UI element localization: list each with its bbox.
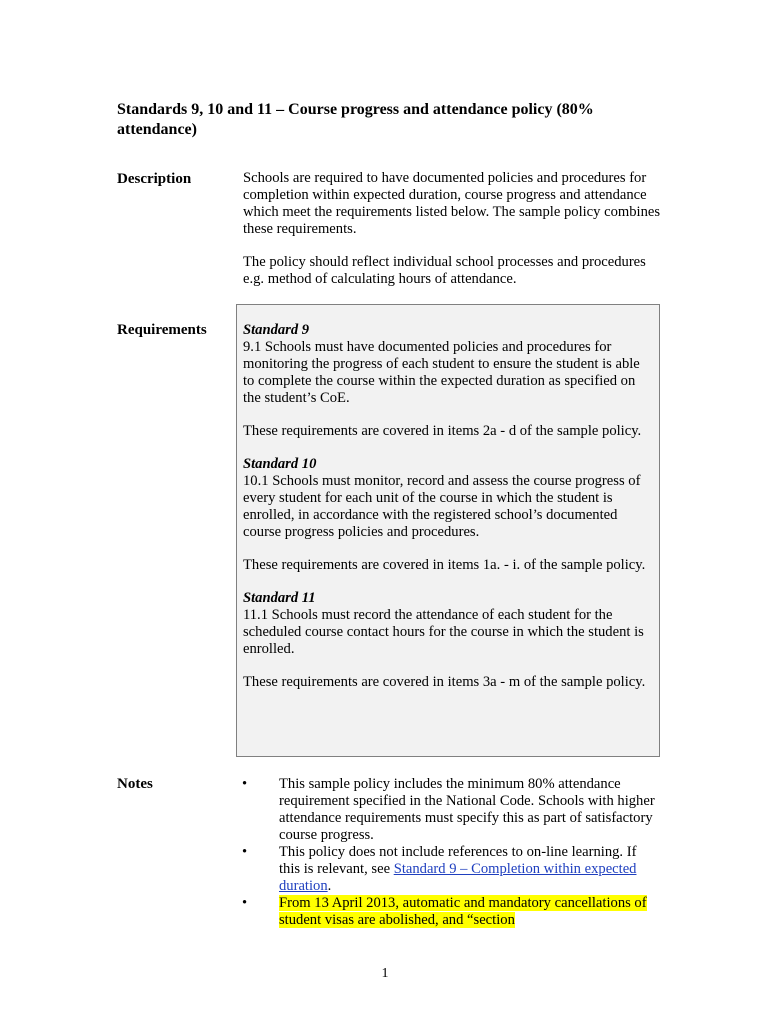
document-title: Standards 9, 10 and 11 – Course progress and attendance policy (80% attendance) bbox=[117, 101, 594, 138]
bullet-icon: • bbox=[242, 776, 248, 792]
list-item bbox=[236, 844, 656, 895]
description-paragraph: The policy should reflect individual school processes and procedures e.g. method of calculating hours of attendance. bbox=[243, 254, 646, 287]
highlighted-text: From 13 April 2013, automatic and mandatory cancellations of student visas are abolished, and “section bbox=[279, 895, 647, 928]
bullet-icon: • bbox=[242, 844, 248, 860]
notes-label: Notes bbox=[117, 776, 153, 792]
standard-9-block bbox=[243, 322, 653, 407]
standard-9-text: 9.1 Schools must have documented policies and procedures for monitoring the progress of each student to ensure the student is able to complete the course within the expected duration as specified on the student’s CoE. bbox=[243, 339, 640, 406]
standard-9-coverage: These requirements are covered in items 2a - d of the sample policy. bbox=[243, 423, 642, 439]
note-text bbox=[279, 895, 656, 929]
standard-11-heading: Standard 11 bbox=[243, 590, 316, 606]
note-text-suffix: . bbox=[327, 878, 332, 894]
requirements-label: Requirements bbox=[117, 322, 207, 338]
standard-10-block bbox=[243, 456, 653, 541]
standard-10-text: 10.1 Schools must monitor, record and assess the course progress of every student for each unit of the course in which the student is enrolled, in accordance with the registered school’s documented course progress policies and procedures. bbox=[243, 473, 641, 540]
note-text bbox=[279, 844, 656, 895]
page-number: 1 bbox=[381, 966, 389, 981]
note-text-prefix: This policy does not include references to on-line learning. If this is relevant, see bbox=[279, 844, 637, 877]
requirements-box bbox=[236, 304, 660, 757]
description-label: Description bbox=[117, 171, 192, 187]
standard-11-text: 11.1 Schools must record the attendance of each student for the scheduled course contact hours for the course in which the student is enrolled. bbox=[243, 607, 644, 657]
bullet-icon: • bbox=[242, 895, 248, 911]
note-text: This sample policy includes the minimum 80% attendance requirement specified in the National Code. Schools with higher attendance requirements must specify this as part of satisfactory course progress. bbox=[279, 776, 655, 843]
standard-10-heading: Standard 10 bbox=[243, 456, 317, 472]
list-item bbox=[236, 895, 656, 929]
standard-9-heading: Standard 9 bbox=[243, 322, 310, 338]
standard-10-coverage: These requirements are covered in items 1a. - i. of the sample policy. bbox=[243, 557, 646, 573]
standard-9-link[interactable]: Standard 9 – Completion within expected duration bbox=[279, 861, 637, 894]
notes-list bbox=[236, 776, 656, 929]
list-item bbox=[236, 776, 656, 844]
description-body bbox=[243, 170, 663, 304]
standard-11-coverage: These requirements are covered in items 3a - m of the sample policy. bbox=[243, 674, 646, 690]
description-paragraph: Schools are required to have documented policies and procedures for completion within expected duration, course progress and attendance which meet the requirements listed below. The sample policy combines these requirements. bbox=[243, 170, 661, 237]
standard-11-block bbox=[243, 590, 653, 658]
